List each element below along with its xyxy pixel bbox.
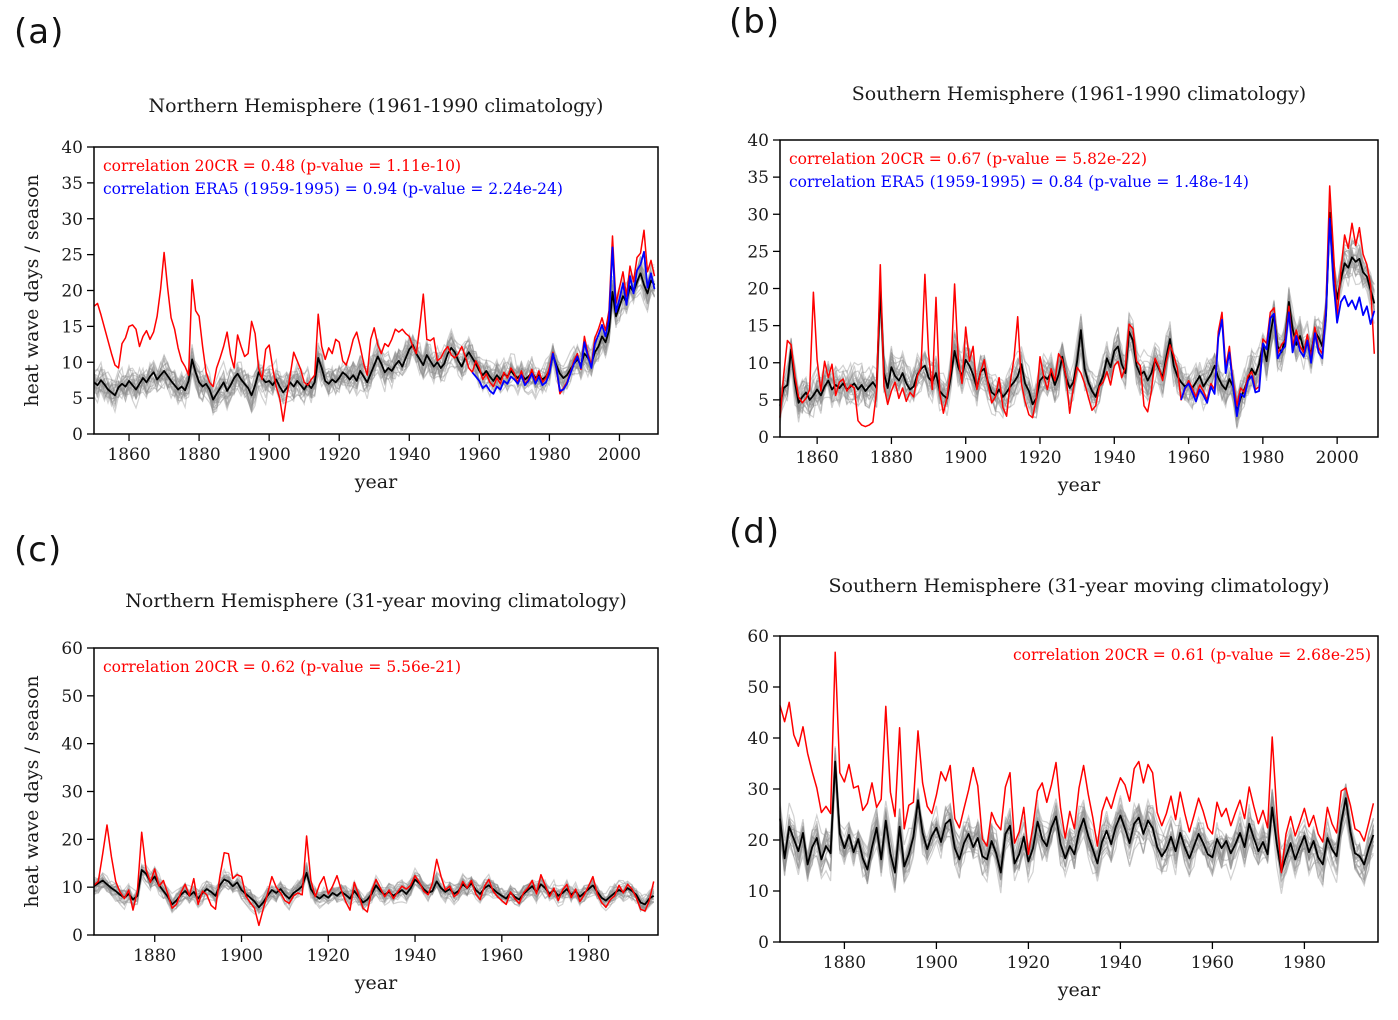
correlation-annotation: correlation 20CR = 0.48 (p-value = 1.11e-10)	[103, 157, 462, 175]
panel-b-label: (b)	[729, 2, 781, 42]
y-tick-label: 30	[61, 782, 83, 803]
x-tick-label: 2000	[597, 445, 642, 465]
y-tick-label: 35	[61, 173, 83, 194]
panel-c-label: (c)	[14, 530, 63, 570]
x-tick-label: 1980	[1241, 448, 1285, 468]
chart-nh-fixed-climatology	[0, 0, 699, 510]
x-tick-label: 1940	[1098, 953, 1143, 973]
x-tick-label: 1880	[133, 946, 177, 966]
x-tick-label: 1960	[480, 946, 524, 966]
panel-a	[0, 0, 699, 510]
x-tick-label: 1860	[107, 445, 151, 465]
chart-sh-fixed-climatology	[699, 0, 1398, 510]
x-axis-label: year	[354, 972, 398, 994]
y-tick-label: 35	[747, 168, 769, 189]
panel-a-label: (a)	[14, 12, 65, 52]
y-tick-label: 40	[61, 138, 83, 158]
correlation-annotation: correlation 20CR = 0.67 (p-value = 5.82e-22)	[789, 150, 1148, 168]
ensemble-member-line	[780, 214, 1374, 415]
x-tick-label: 1980	[1282, 953, 1327, 973]
x-tick-label: 1880	[177, 445, 221, 465]
x-tick-label: 2000	[1315, 448, 1359, 468]
y-tick-label: 0	[758, 428, 769, 448]
y-tick-label: 5	[758, 390, 769, 411]
x-tick-label: 1980	[527, 445, 572, 465]
x-tick-label: 1920	[1006, 953, 1051, 973]
chart-nh-moving-climatology	[0, 510, 699, 1020]
y-tick-label: 25	[61, 245, 83, 266]
x-axis-label: year	[1057, 474, 1101, 496]
x-tick-label: 1900	[914, 953, 959, 973]
y-tick-label: 40	[747, 131, 769, 151]
y-tick-label: 0	[72, 926, 83, 946]
x-tick-label: 1900	[219, 946, 264, 966]
chart-sh-moving-climatology	[699, 510, 1398, 1020]
chart-title: Southern Hemisphere (1961-1990 climatology)	[851, 83, 1307, 105]
x-axis-label: year	[354, 471, 398, 493]
x-tick-label: 1900	[944, 448, 988, 468]
y-tick-label: 20	[747, 279, 769, 300]
x-tick-label: 1960	[1190, 953, 1235, 973]
y-tick-label: 30	[61, 209, 83, 230]
y-tick-label: 10	[747, 882, 769, 902]
correlation-annotation: correlation ERA5 (1959-1995) = 0.84 (p-value = 1.48e-14)	[789, 173, 1249, 191]
y-tick-label: 25	[747, 242, 769, 263]
x-tick-label: 1880	[822, 953, 867, 973]
y-tick-label: 30	[747, 205, 769, 226]
x-tick-label: 1920	[1018, 448, 1062, 468]
y-tick-label: 30	[747, 780, 769, 800]
x-axis-label: year	[1057, 979, 1101, 1001]
y-tick-label: 15	[61, 317, 83, 338]
y-tick-label: 20	[61, 281, 83, 302]
x-tick-label: 1900	[247, 445, 291, 465]
x-tick-label: 1880	[869, 448, 914, 468]
panel-d	[699, 510, 1398, 1020]
x-tick-label: 1980	[566, 946, 611, 966]
panel-d-label: (d)	[729, 512, 781, 552]
y-tick-label: 10	[61, 878, 83, 899]
y-tick-label: 10	[61, 353, 83, 374]
x-tick-label: 1940	[1092, 448, 1136, 468]
y-tick-label: 60	[61, 639, 83, 659]
y-tick-label: 15	[747, 316, 769, 337]
y-axis-label: heat wave days / season	[21, 174, 43, 407]
y-tick-label: 0	[758, 933, 769, 953]
y-tick-label: 20	[61, 830, 83, 851]
chart-title: Northern Hemisphere (1961-1990 climatology)	[148, 95, 604, 117]
y-tick-label: 5	[72, 389, 83, 410]
y-axis-label: heat wave days / season	[21, 675, 43, 908]
correlation-annotation: correlation ERA5 (1959-1995) = 0.94 (p-value = 2.24e-24)	[103, 180, 563, 198]
correlation-annotation: correlation 20CR = 0.62 (p-value = 5.56e-21)	[103, 658, 462, 676]
ensemble-member-line	[780, 217, 1374, 419]
x-tick-label: 1860	[795, 448, 839, 468]
x-tick-label: 1960	[457, 445, 501, 465]
y-tick-label: 50	[61, 686, 83, 707]
panel-c	[0, 510, 699, 1020]
y-tick-label: 40	[61, 734, 83, 755]
y-tick-label: 10	[747, 353, 769, 374]
chart-title: Southern Hemisphere (31-year moving climatology)	[828, 575, 1330, 597]
series-line-20cr	[94, 825, 654, 925]
y-tick-label: 40	[747, 729, 769, 749]
x-tick-label: 1960	[1166, 448, 1211, 468]
chart-title: Northern Hemisphere (31-year moving climatology)	[125, 590, 627, 612]
y-tick-label: 0	[72, 425, 83, 445]
correlation-annotation: correlation 20CR = 0.61 (p-value = 2.68e-25)	[1012, 646, 1371, 664]
y-tick-label: 20	[747, 831, 769, 851]
x-tick-label: 1920	[317, 445, 361, 465]
y-tick-label: 50	[747, 678, 769, 698]
panel-b	[699, 0, 1398, 510]
x-tick-label: 1940	[387, 445, 431, 465]
x-tick-label: 1920	[306, 946, 350, 966]
y-tick-label: 60	[747, 627, 769, 647]
x-tick-label: 1940	[393, 946, 437, 966]
